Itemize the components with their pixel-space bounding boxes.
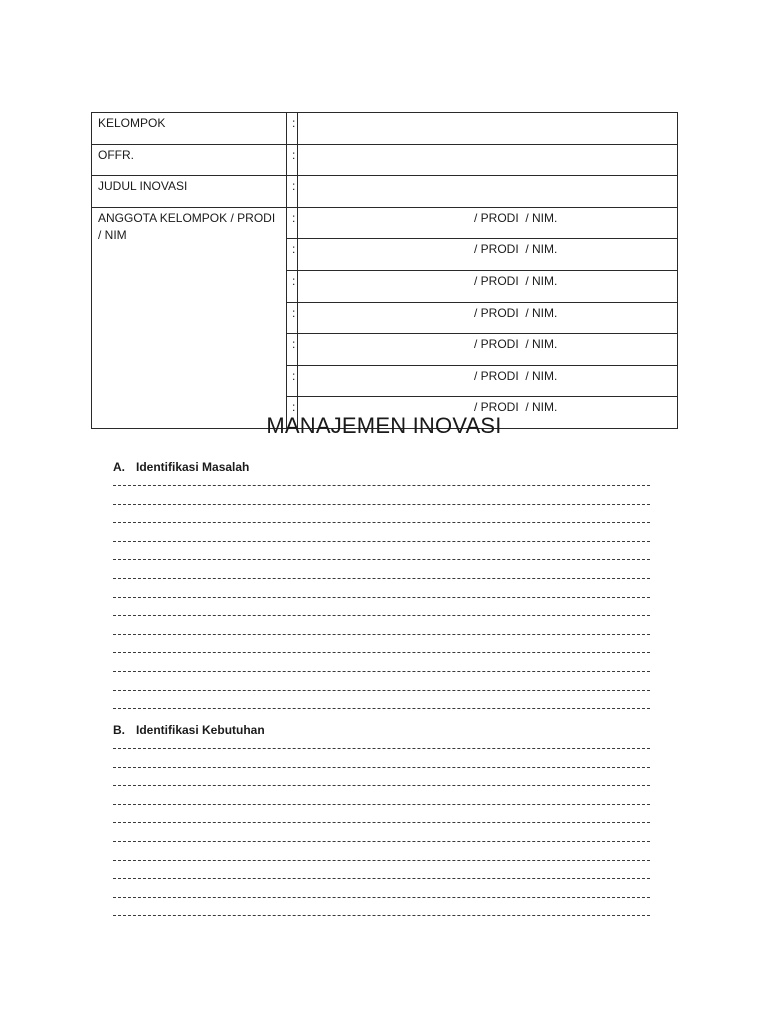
member-value-field[interactable] <box>298 270 678 302</box>
dashed-writing-line <box>113 888 650 907</box>
dashed-writing-line <box>113 739 650 758</box>
dashed-writing-line <box>113 606 650 625</box>
section-heading <box>113 458 650 476</box>
judul-inovasi-value-field[interactable] <box>298 176 678 208</box>
kelompok-value-field[interactable] <box>298 113 678 145</box>
anggota-kelompok-label: ANGGOTA KELOMPOK / PRODI / NIM <box>92 207 287 428</box>
dashed-writing-line <box>113 550 650 569</box>
dashed-writing-line <box>113 643 650 662</box>
prodi-nim-text: / PRODI / NIM. <box>474 273 558 288</box>
dashed-writing-line <box>113 869 650 888</box>
colon: : <box>287 365 298 397</box>
table-row <box>92 113 678 145</box>
offr-value-field[interactable] <box>298 144 678 176</box>
writing-lines[interactable] <box>113 476 650 718</box>
member-value-field[interactable] <box>298 365 678 397</box>
prodi-nim-text: / PRODI / NIM. <box>474 337 558 352</box>
member-value-field[interactable] <box>298 207 678 239</box>
dashed-writing-line <box>113 625 650 644</box>
dashed-writing-line <box>113 851 650 870</box>
dashed-writing-line <box>113 832 650 851</box>
dashed-writing-line <box>113 532 650 551</box>
dashed-writing-line <box>113 813 650 832</box>
dashed-writing-line <box>113 495 650 514</box>
colon: : <box>287 334 298 366</box>
colon: : <box>287 397 298 429</box>
dashed-writing-line <box>113 699 650 718</box>
dashed-writing-line <box>113 513 650 532</box>
prodi-nim-text: / PRODI / NIM. <box>474 400 558 415</box>
table-row <box>92 207 678 239</box>
dashed-writing-line <box>113 569 650 588</box>
dashed-writing-line <box>113 906 650 925</box>
judul-inovasi-label: JUDUL INOVASI <box>92 176 287 208</box>
colon: : <box>287 239 298 271</box>
colon: : <box>287 207 298 239</box>
section-identifikasi-masalah <box>113 458 650 718</box>
colon: : <box>287 176 298 208</box>
colon: : <box>287 270 298 302</box>
table-row <box>92 144 678 176</box>
dashed-writing-line <box>113 795 650 814</box>
table-row <box>92 176 678 208</box>
offr-label: OFFR. <box>92 144 287 176</box>
colon: : <box>287 144 298 176</box>
dashed-writing-line <box>113 476 650 495</box>
dashed-writing-line <box>113 681 650 700</box>
kelompok-label: KELOMPOK <box>92 113 287 145</box>
dashed-writing-line <box>113 662 650 681</box>
prodi-nim-text: / PRODI / NIM. <box>474 368 558 383</box>
section-title: Identifikasi Kebutuhan <box>136 723 265 737</box>
prodi-nim-text: / PRODI / NIM. <box>474 210 558 225</box>
member-value-field[interactable] <box>298 334 678 366</box>
colon: : <box>287 113 298 145</box>
prodi-nim-text: / PRODI / NIM. <box>474 305 558 320</box>
colon: : <box>287 302 298 334</box>
dashed-writing-line <box>113 776 650 795</box>
prodi-nim-text: / PRODI / NIM. <box>474 242 558 257</box>
member-value-field[interactable] <box>298 302 678 334</box>
document-title: MANAJEMEN INOVASI <box>266 413 502 438</box>
section-heading <box>113 721 650 739</box>
dashed-writing-line <box>113 588 650 607</box>
section-number: B. <box>113 723 125 737</box>
section-number: A. <box>113 460 125 474</box>
writing-lines[interactable] <box>113 739 650 925</box>
group-info-table <box>91 112 678 429</box>
section-title: Identifikasi Masalah <box>136 460 250 474</box>
dashed-writing-line <box>113 758 650 777</box>
member-value-field[interactable] <box>298 239 678 271</box>
section-identifikasi-kebutuhan <box>113 721 650 925</box>
